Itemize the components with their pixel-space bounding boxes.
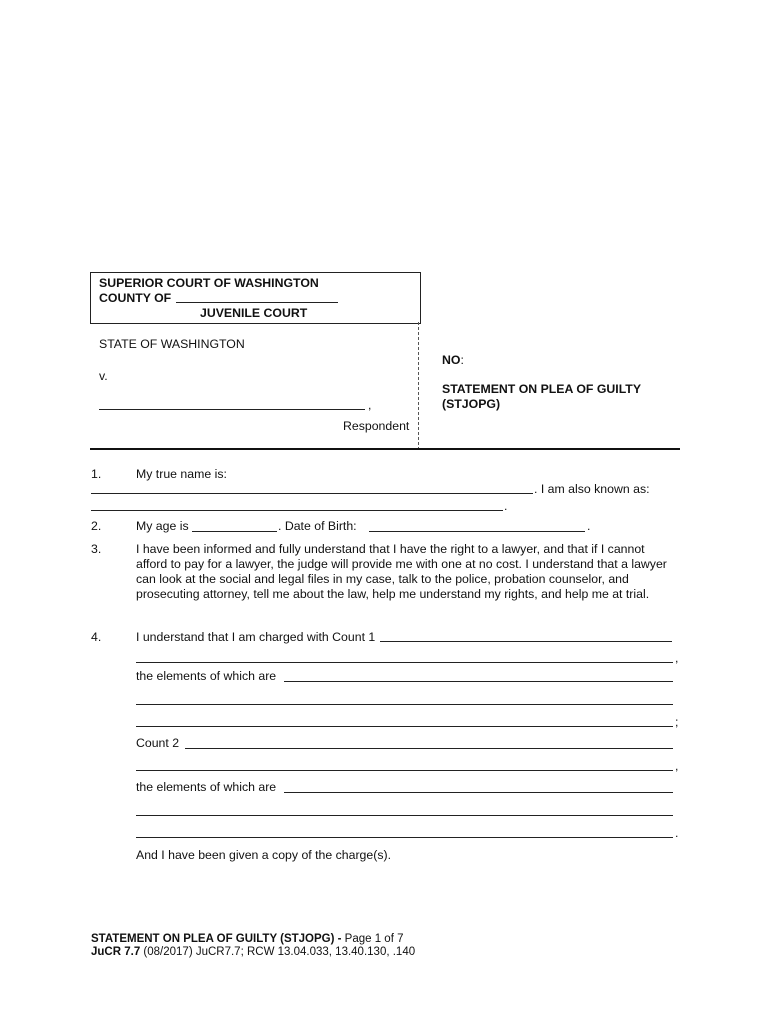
state-of-washington: STATE OF WASHINGTON [99,337,245,351]
document-title-line1: STATEMENT ON PLEA OF GUILTY [442,382,642,396]
county-label: COUNTY OF [99,291,172,305]
footer-citation: JuCR 7.7 (08/2017) JuCR7.7; RCW 13.04.033, 13.40.130, .140 [91,946,416,958]
count-1-semicolon: ; [675,715,679,729]
count-2-elements-blank[interactable] [284,792,673,793]
item-1-number: 1. [91,467,102,481]
item-2-number: 2. [91,519,102,533]
age-label: My age is [136,519,189,533]
count-1-elements-label: the elements of which are [136,669,277,683]
juvenile-court-label: JUVENILE COURT [200,306,308,320]
copy-of-charges-statement: And I have been given a copy of the charge(s). [136,848,391,862]
document-title-line2: (STJOPG) [442,397,501,411]
case-number-label: NO: [442,353,464,367]
court-name: SUPERIOR COURT OF WASHINGTON [99,276,319,290]
count-2-blank-continued[interactable] [136,770,673,771]
count-2-elements-blank-2[interactable] [136,815,673,816]
count-1-blank-continued[interactable] [136,662,673,663]
count-2-period: . [675,826,679,840]
alias-blank[interactable] [91,510,503,511]
count-2-elements-blank-3[interactable] [136,837,673,838]
count-1-elements-blank[interactable] [284,681,673,682]
count-1-comma: , [675,651,679,665]
respondent-label: Respondent [343,419,410,433]
count-2-comma: , [675,759,679,773]
also-known-as-label: . I am also known as: [534,482,650,496]
true-name-blank[interactable] [91,493,533,494]
date-of-birth-blank[interactable] [369,531,585,532]
count-2-label: Count 2 [136,736,180,750]
dob-period: . [587,519,591,533]
count-1-elements-blank-2[interactable] [136,704,673,705]
right-to-lawyer-paragraph: I have been informed and fully understand that I have the right to a lawyer, and that if I cannot afford to pay for a lawyer, the judge will provide me with one at no cost. I understand that a lawyer can look at the social and legal files in my case, talk to the police, probation counselor, and prosecuting attorney, tell me about the law, help me understand my rights, and help me at trial. [136,542,667,601]
respondent-name-blank[interactable] [99,409,365,410]
item-1-text: My true name is: [136,467,227,481]
count-2-elements-label: the elements of which are [136,780,277,794]
item-4-number: 4. [91,630,102,644]
count-1-elements-blank-3[interactable] [136,726,673,727]
respondent-comma: , [368,398,372,412]
caption-bottom-rule [90,448,680,450]
count-1-blank[interactable] [380,641,672,642]
count-2-blank[interactable] [185,748,673,749]
count-1-label: I understand that I am charged with Count 1 [136,630,376,644]
caption-divider [418,322,419,450]
footer-title: STATEMENT ON PLEA OF GUILTY (STJOPG) - Page 1 of 7 [91,933,404,945]
alias-period: . [504,499,508,513]
county-blank[interactable] [176,302,338,303]
age-blank[interactable] [192,531,277,532]
date-of-birth-label: . Date of Birth: [278,519,357,533]
versus-label: v. [99,369,108,383]
item-3-number: 3. [91,542,102,556]
